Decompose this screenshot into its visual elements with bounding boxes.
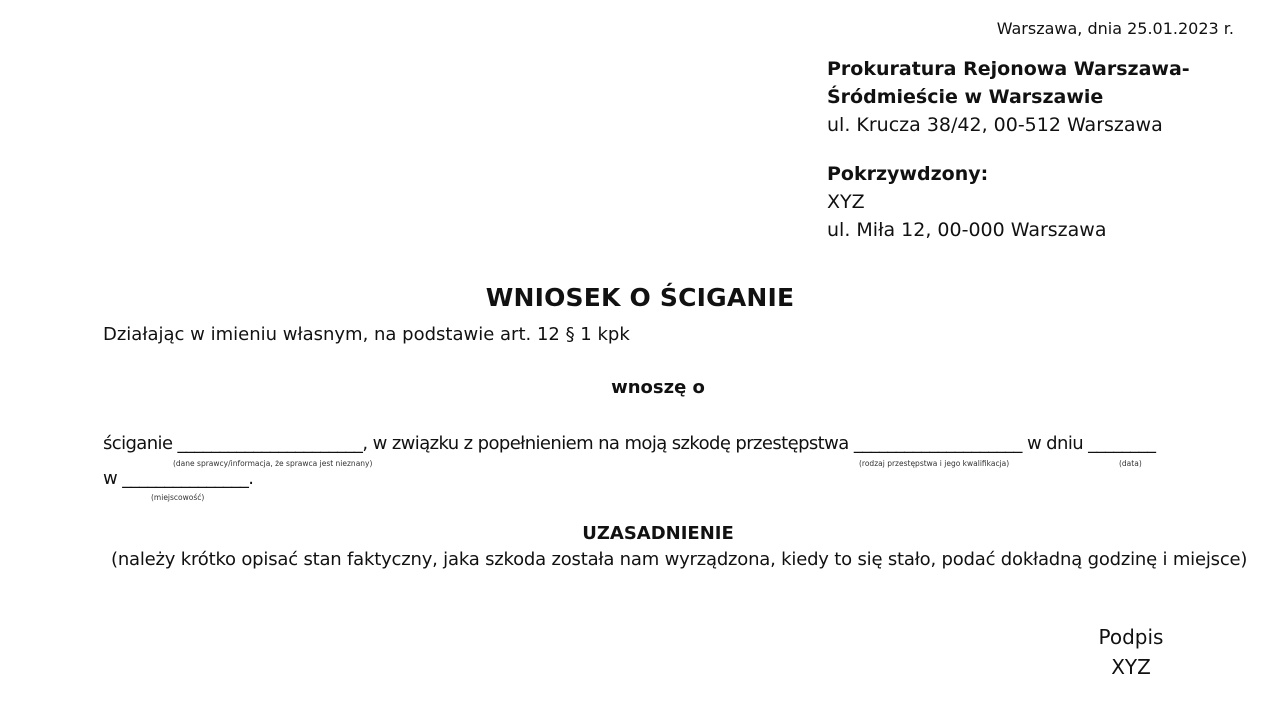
- form-line-offender-crime-date: ściganie ______________________, w związku z popełnieniem na moją szkodę przestępstwa ____________________ w dniu ________: [103, 433, 1156, 454]
- victim-name: XYZ: [827, 191, 865, 213]
- signature-name: XYZ: [1111, 655, 1151, 679]
- hint-date: (data): [1119, 459, 1142, 468]
- victim-heading: Pokrzywdzony:: [827, 163, 989, 185]
- recipient-address: ul. Krucza 38/42, 00-512 Warszawa: [827, 114, 1163, 136]
- hint-crime: (rodzaj przestępstwa i jego kwalifikacja): [859, 459, 1010, 468]
- intro-text: Działając w imieniu własnym, na podstawie art. 12 § 1 kpk: [103, 324, 630, 345]
- signature-label: Podpis: [1098, 625, 1164, 649]
- place-and-date: Warszawa, dnia 25.01.2023 r.: [996, 19, 1234, 38]
- recipient-block: [827, 55, 1190, 139]
- recipient-name-line-2: Śródmieście w Warszawie: [827, 86, 1104, 108]
- request-phrase: wnoszę o: [611, 377, 705, 398]
- recipient-name-line-1: Prokuratura Rejonowa Warszawa-: [827, 58, 1190, 80]
- hint-place: (miejscowość): [151, 493, 205, 502]
- justification-heading: UZASADNIENIE: [582, 523, 734, 544]
- form-line-place: w _______________.: [103, 468, 254, 489]
- signature-block: [1093, 622, 1169, 682]
- document-title: WNIOSEK O ŚCIGANIE: [485, 283, 795, 312]
- justification-note: (należy krótko opisać stan faktyczny, jaka szkoda została nam wyrządzona, kiedy to się stało, podać dokładną godzinę i miejsce): [111, 549, 1248, 570]
- hint-offender: (dane sprawcy/informacja, że sprawca jest nieznany): [173, 459, 373, 468]
- victim-address: ul. Miła 12, 00-000 Warszawa: [827, 219, 1107, 241]
- victim-block: [827, 160, 1106, 244]
